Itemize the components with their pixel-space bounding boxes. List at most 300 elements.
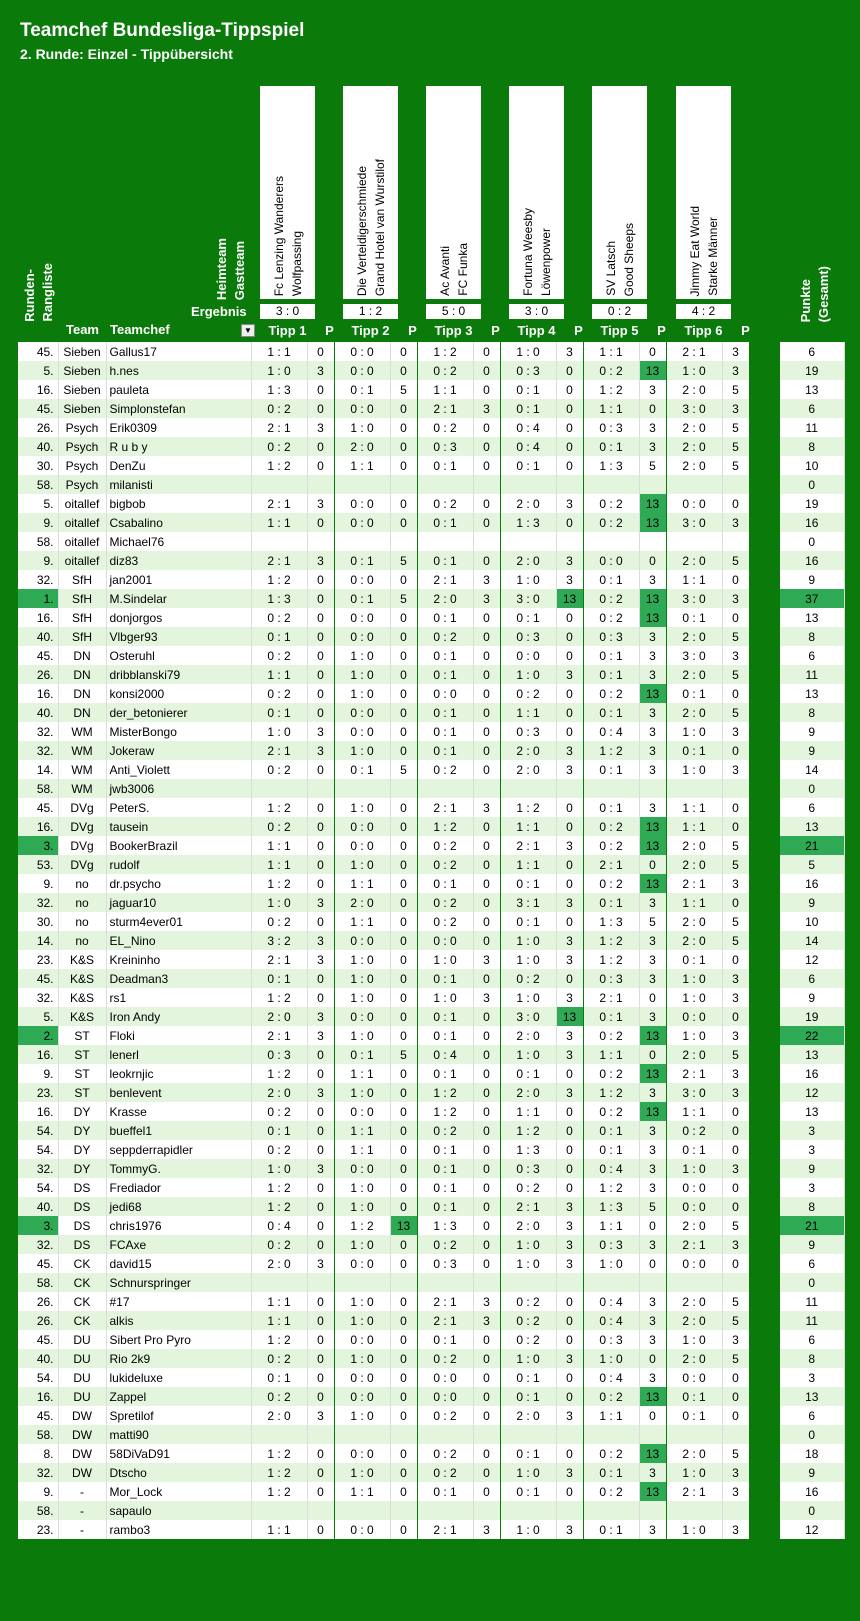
tipp-cell: 1 : 0 [500,570,556,589]
points-cell: 0 [307,1482,334,1501]
points-cell: 3 [722,969,749,988]
team-cell: SfH [58,608,106,627]
teamchef-cell: Frediador [106,1178,251,1197]
points-cell: 0 [473,874,500,893]
match-away-team: Good Sheeps [622,222,636,296]
rank-cell: 40. [18,437,58,456]
table-row [18,551,844,570]
points-cell: 0 [556,874,583,893]
tipp-cell: 1 : 2 [251,988,307,1007]
gap-cell [749,532,780,551]
table-row [18,1026,844,1045]
points-cell: 3 [473,798,500,817]
team-cell: DS [58,1216,106,1235]
tipp-cell: 0 : 1 [583,760,639,779]
tipp-cell: 2 : 0 [666,931,722,950]
gap-cell [749,1083,780,1102]
tipp-cell: 0 : 1 [334,589,390,608]
teamchef-cell: milanisti [106,475,251,494]
tipp-cell: 1 : 0 [500,931,556,950]
points-cell: 0 [722,570,749,589]
points-cell: 0 [473,1197,500,1216]
gap-cell [749,1064,780,1083]
tipp-cell: 0 : 2 [666,1121,722,1140]
points-cell: 0 [473,494,500,513]
tipp-cell: 0 : 2 [251,684,307,703]
points-cell: 0 [556,399,583,418]
tipp-cell: 2 : 0 [500,1406,556,1425]
rank-cell: 3. [18,1216,58,1235]
points-cell: 0 [473,1026,500,1045]
total-points-cell: 11 [780,665,844,684]
tipp-cell: 0 : 0 [666,494,722,513]
points-cell: 0 [390,570,417,589]
points-cell: 3 [473,1520,500,1539]
teamchef-cell: DenZu [106,456,251,475]
tipp-cell: 0 : 1 [417,551,473,570]
tipp-cell: 0 : 2 [251,1140,307,1159]
total-points-cell: 9 [780,893,844,912]
points-cell: 5 [722,1311,749,1330]
tipp-cell: 1 : 1 [666,570,722,589]
tipp-cell: 2 : 0 [666,418,722,437]
points-cell: 3 [556,1026,583,1045]
table-row [18,893,844,912]
tipp-cell: 0 : 2 [417,855,473,874]
total-points-cell: 9 [780,570,844,589]
table-row [18,1159,844,1178]
tipp-cell: 0 : 3 [583,969,639,988]
points-cell: 0 [473,893,500,912]
points-cell: 3 [639,1140,666,1159]
table-row [18,950,844,969]
tipp-cell: 0 : 1 [251,969,307,988]
table-row [18,817,844,836]
points-cell: 13 [556,589,583,608]
rank-cell: 32. [18,722,58,741]
tipp-cell: 0 : 1 [417,874,473,893]
tipp-cell [583,779,639,798]
points-cell: 0 [390,1121,417,1140]
tipp-cell: 1 : 0 [334,855,390,874]
match-result: 3 : 0 [260,304,315,319]
tipp-cell: 1 : 2 [583,950,639,969]
rank-cell: 9. [18,874,58,893]
teamchef-cell: Anti_Violett [106,760,251,779]
points-cell: 0 [473,1064,500,1083]
gap-cell [749,589,780,608]
tipp-cell: 1 : 0 [666,361,722,380]
tipp-cell: 0 : 0 [334,513,390,532]
points-cell: 0 [473,1045,500,1064]
tipp-cell: 2 : 1 [251,418,307,437]
teamchef-cell: Deadman3 [106,969,251,988]
tipp-cell: 0 : 2 [583,494,639,513]
team-cell: ST [58,1045,106,1064]
tipp-cell: 1 : 2 [251,1197,307,1216]
tipp-cell [666,1273,722,1292]
points-cell: 5 [722,836,749,855]
points-cell: 5 [390,551,417,570]
points-cell: 0 [556,1121,583,1140]
points-cell: 0 [390,836,417,855]
points-cell: 0 [722,1178,749,1197]
gap-cell [749,988,780,1007]
tipp-cell: 0 : 0 [334,703,390,722]
table-row [18,532,844,551]
points-cell: 0 [307,456,334,475]
teamchef-cell: dribblanski79 [106,665,251,684]
points-cell: 0 [307,1311,334,1330]
points-cell: 13 [639,589,666,608]
points-cell: 5 [722,1349,749,1368]
tipp-cell: 1 : 0 [500,342,556,361]
points-cell: 0 [556,418,583,437]
tipp-cell: 0 : 1 [417,646,473,665]
points-cell [556,475,583,494]
tipp-cell: 0 : 2 [583,1444,639,1463]
tipp-cell: 1 : 1 [500,1102,556,1121]
teamchef-cell: bueffel1 [106,1121,251,1140]
team-cell: DY [58,1140,106,1159]
table-row [18,1197,844,1216]
points-cell [556,1425,583,1444]
tipp-column-header: Tipp 6 [684,323,723,338]
tipp-cell: 2 : 0 [666,665,722,684]
points-cell: 5 [722,1216,749,1235]
points-cell: 0 [473,760,500,779]
table-row [18,1330,844,1349]
points-cell: 0 [722,1368,749,1387]
tipp-cell: 0 : 2 [417,760,473,779]
teamchef-cell: tausein [106,817,251,836]
table-row [18,1178,844,1197]
tipp-column-header: Tipp 2 [351,323,390,338]
tipp-cell: 0 : 2 [583,1064,639,1083]
table-row [18,342,844,361]
points-cell: 0 [473,1216,500,1235]
rank-cell: 54. [18,1140,58,1159]
points-cell: 0 [556,703,583,722]
table-row [18,1292,844,1311]
tipp-cell: 3 : 0 [666,589,722,608]
team-cell: DU [58,1387,106,1406]
tipp-cell: 2 : 1 [666,342,722,361]
table-row [18,1520,844,1539]
gap-cell [749,1368,780,1387]
points-cell: 0 [556,798,583,817]
points-cell: 3 [556,665,583,684]
team-cell: Sieben [58,361,106,380]
team-cell: DY [58,1102,106,1121]
tipp-cell: 0 : 2 [251,399,307,418]
punkte-label-line1: Punkte [798,278,813,322]
teamchef-cell: david15 [106,1254,251,1273]
points-cell: 0 [390,1444,417,1463]
rank-cell: 8. [18,1444,58,1463]
tipp-cell: 0 : 1 [500,912,556,931]
teamchef-cell: Schnurspringer [106,1273,251,1292]
gap-cell [749,646,780,665]
tipp-cell: 1 : 0 [666,988,722,1007]
table-row [18,475,844,494]
points-cell: 0 [307,874,334,893]
tipp-cell: 1 : 2 [251,456,307,475]
tipp-cell: 0 : 0 [334,1444,390,1463]
table-row [18,1501,844,1520]
tipp-cell: 1 : 1 [583,1045,639,1064]
tipp-cell: 1 : 2 [334,1216,390,1235]
tipp-cell: 1 : 1 [334,912,390,931]
teamchef-cell: Gallus17 [106,342,251,361]
total-points-cell: 9 [780,722,844,741]
points-cell: 5 [722,855,749,874]
points-cell: 13 [639,1026,666,1045]
points-cell: 0 [722,608,749,627]
points-cell: 3 [639,1178,666,1197]
team-cell: DW [58,1444,106,1463]
points-cell: 0 [390,1026,417,1045]
tipp-cell: 1 : 3 [251,589,307,608]
total-points-cell: 10 [780,456,844,475]
points-cell: 0 [556,646,583,665]
points-cell: 0 [473,684,500,703]
teamchef-cell: konsi2000 [106,684,251,703]
rank-cell: 26. [18,665,58,684]
rank-cell: 14. [18,760,58,779]
tipp-cell: 3 : 2 [251,931,307,950]
points-cell: 3 [473,399,500,418]
tipp-cell [500,475,556,494]
gap-cell [749,342,780,361]
tipp-cell: 0 : 1 [666,608,722,627]
points-cell: 0 [473,1330,500,1349]
points-cell: 3 [307,1026,334,1045]
gap-cell [749,1216,780,1235]
teamchef-cell: seppderrapidler [106,1140,251,1159]
tipp-cell [583,1425,639,1444]
tipp-cell: 1 : 3 [583,1197,639,1216]
gap-cell [749,874,780,893]
tipp-cell: 2 : 0 [251,1406,307,1425]
tipp-cell: 2 : 0 [666,380,722,399]
table-row [18,399,844,418]
points-cell [556,1501,583,1520]
points-cell: 0 [390,950,417,969]
points-cell: 0 [390,1178,417,1197]
points-cell: 0 [473,722,500,741]
tipp-cell: 0 : 1 [251,1121,307,1140]
team-cell: no [58,912,106,931]
teamchef-cell: rambo3 [106,1520,251,1539]
table-row [18,1387,844,1406]
rank-cell: 58. [18,1425,58,1444]
points-cell: 3 [722,646,749,665]
points-cell: 5 [722,1444,749,1463]
points-cell: 0 [307,1368,334,1387]
points-cell [307,779,334,798]
tipp-cell: 1 : 0 [666,1026,722,1045]
teamchef-cell: jaguar10 [106,893,251,912]
points-cell: 0 [722,893,749,912]
tipp-cell: 1 : 2 [583,1178,639,1197]
tipp-cell: 1 : 2 [251,1482,307,1501]
points-cell: 3 [556,1254,583,1273]
tipp-cell [666,475,722,494]
points-cell: 0 [390,1520,417,1539]
points-cell: 13 [639,1444,666,1463]
total-points-cell: 8 [780,437,844,456]
gap-cell [749,779,780,798]
points-cell: 0 [722,1254,749,1273]
tipp-cell: 0 : 3 [500,361,556,380]
rank-cell: 45. [18,1406,58,1425]
gap-cell [749,1045,780,1064]
tipp-column-header: Tipp 1 [268,323,307,338]
points-cell: 0 [639,988,666,1007]
points-cell: 0 [390,1159,417,1178]
tipp-cell: 0 : 2 [500,1292,556,1311]
points-cell: 0 [390,1140,417,1159]
tipp-cell: 0 : 2 [251,608,307,627]
tipp-cell: 0 : 0 [666,1178,722,1197]
points-cell: 13 [556,1007,583,1026]
tipp-cell: 1 : 0 [334,798,390,817]
tipp-cell: 2 : 0 [666,627,722,646]
tipp-cell: 1 : 0 [500,950,556,969]
rank-cell: 45. [18,1330,58,1349]
points-cell: 13 [639,608,666,627]
rank-cell: 53. [18,855,58,874]
tipp-cell: 0 : 1 [666,1406,722,1425]
points-cell: 0 [473,1102,500,1121]
points-cell: 5 [390,380,417,399]
tipp-cell: 2 : 0 [500,741,556,760]
points-cell [639,475,666,494]
points-cell: 3 [722,1482,749,1501]
tipp-cell: 0 : 1 [583,1007,639,1026]
tipp-cell: 1 : 2 [500,798,556,817]
tipp-cell: 1 : 0 [500,1235,556,1254]
tipp-cell: 0 : 1 [417,456,473,475]
tipp-cell: 1 : 0 [583,1349,639,1368]
tipp-cell: 1 : 0 [334,1311,390,1330]
team-cell: SfH [58,589,106,608]
points-cell: 0 [390,418,417,437]
teamchef-cell: bigbob [106,494,251,513]
tipp-cell: 0 : 0 [583,551,639,570]
points-cell: 3 [639,418,666,437]
tipp-cell: 2 : 0 [666,456,722,475]
teamchef-cell: lukideluxe [106,1368,251,1387]
tipp-cell: 0 : 0 [334,1387,390,1406]
rank-cell: 32. [18,1159,58,1178]
tipp-cell: 3 : 0 [666,399,722,418]
table-row [18,665,844,684]
tipp-cell: 0 : 2 [417,912,473,931]
total-points-cell: 19 [780,1007,844,1026]
points-cell: 0 [307,684,334,703]
tipp-cell: 0 : 4 [583,1159,639,1178]
tipp-cell: 1 : 3 [251,380,307,399]
total-points-cell: 37 [780,589,844,608]
tipp-cell: 0 : 0 [334,836,390,855]
total-points-cell: 6 [780,1406,844,1425]
tipp-cell: 1 : 2 [251,570,307,589]
tipp-cell: 2 : 1 [417,399,473,418]
points-cell [390,1501,417,1520]
points-cell: 0 [639,1349,666,1368]
tipp-cell: 1 : 0 [334,1292,390,1311]
teamchef-cell: donjorgos [106,608,251,627]
tipp-cell: 0 : 2 [500,1178,556,1197]
rank-cell: 32. [18,741,58,760]
points-cell: 3 [473,950,500,969]
points-cell: 0 [639,1406,666,1425]
tipp-cell: 0 : 2 [500,684,556,703]
tipp-cell: 3 : 0 [666,646,722,665]
tipp-cell: 0 : 1 [334,1045,390,1064]
gap-cell [749,722,780,741]
points-cell: 5 [722,931,749,950]
points-cell: 0 [390,893,417,912]
tipp-cell: 2 : 0 [666,551,722,570]
total-points-cell: 8 [780,1349,844,1368]
gap-cell [749,798,780,817]
tipp-cell: 0 : 2 [583,1026,639,1045]
tipp-cell: 2 : 0 [500,1216,556,1235]
table-row [18,969,844,988]
points-cell: 0 [307,760,334,779]
tipp-cell: 1 : 1 [334,1140,390,1159]
teamchef-cell: Osteruhl [106,646,251,665]
teamchef-cell: Kreininho [106,950,251,969]
match-home-team: Die Verteidigerschmiede [355,165,369,296]
team-cell: Sieben [58,342,106,361]
gap-cell [749,1330,780,1349]
points-cell: 0 [556,969,583,988]
total-points-cell: 12 [780,1520,844,1539]
team-cell: no [58,893,106,912]
tipp-cell: 0 : 4 [500,418,556,437]
teamchef-cell: jwb3006 [106,779,251,798]
points-cell: 0 [473,627,500,646]
points-cell: 0 [556,1387,583,1406]
tipp-cell: 1 : 2 [583,931,639,950]
points-cell: 13 [639,1064,666,1083]
points-cell: 0 [639,551,666,570]
team-cell: oitallef [58,494,106,513]
points-cell: 0 [556,912,583,931]
tipp-cell: 2 : 0 [251,1007,307,1026]
gap-cell [749,817,780,836]
tipp-cell: 0 : 1 [583,1520,639,1539]
rank-cell: 45. [18,969,58,988]
tipp-cell: 2 : 1 [417,1292,473,1311]
points-cell: 0 [473,1121,500,1140]
total-points-cell: 0 [780,532,844,551]
tipp-cell: 0 : 2 [583,589,639,608]
tipp-cell: 0 : 2 [583,361,639,380]
tipp-cell: 1 : 2 [500,1121,556,1140]
tipp-cell: 0 : 3 [417,1254,473,1273]
match-header-box [343,86,398,299]
table-row [18,1425,844,1444]
tipp-cell: 0 : 1 [500,456,556,475]
tipp-cell: 0 : 1 [500,1444,556,1463]
filter-dropdown-icon[interactable]: ▼ [241,324,255,337]
tipp-cell: 3 : 0 [500,589,556,608]
